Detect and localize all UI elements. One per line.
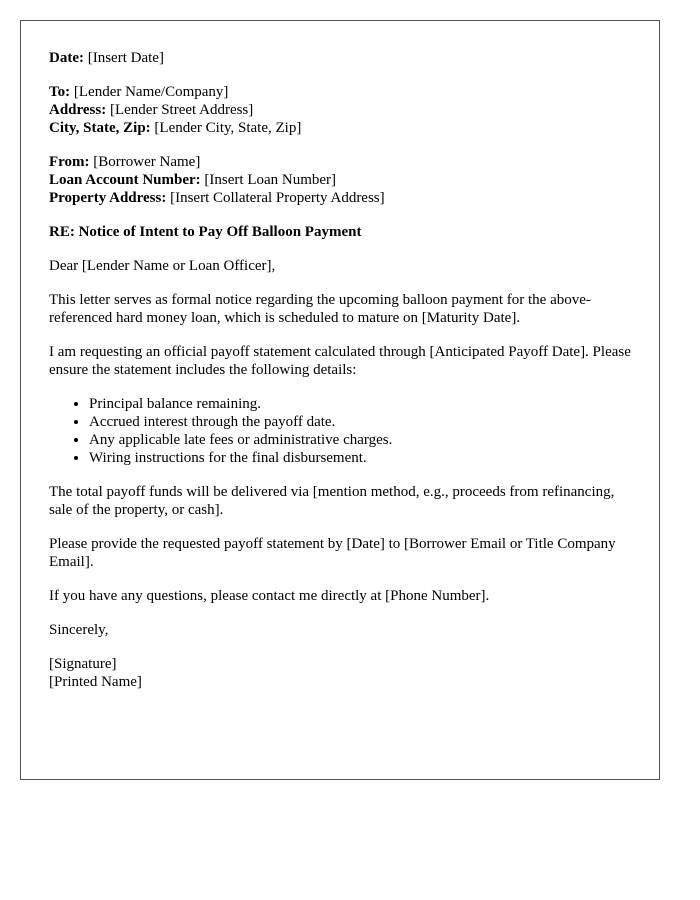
salutation: Dear [Lender Name or Loan Officer], [49,258,276,274]
city-value: [Lender City, State, Zip] [154,120,302,136]
list-item: • Any applicable late fees or administrative charges. [89,431,631,449]
loan-number-line [49,171,631,189]
property-address-line [49,189,631,207]
paragraph-notice: This letter serves as formal notice regarding the upcoming balloon payment for the above-referenced hard money loan, which is scheduled to mature on [Maturity Date]. [49,292,591,326]
to-line [49,83,631,101]
from-line [49,153,631,171]
sender-block [49,153,631,207]
property-address-value: [Insert Collateral Property Address] [170,190,385,206]
address-label: Address: [49,102,107,118]
closing: Sincerely, [49,622,109,638]
signature-block [49,655,631,691]
from-value: [Borrower Name] [93,154,201,170]
recipient-block [49,83,631,137]
property-address-label: Property Address: [49,190,167,206]
city-label: City, State, Zip: [49,120,151,136]
loan-number-label: Loan Account Number: [49,172,201,188]
loan-number-value: [Insert Loan Number] [204,172,337,188]
address-value: [Lender Street Address] [109,102,254,118]
address-line [49,101,631,119]
letter-document [20,20,660,780]
printed-name: [Printed Name] [49,674,142,690]
paragraph-funds: The total payoff funds will be delivered via [mention method, e.g., proceeds from refinancing, sale of the property, or cash]. [49,484,615,518]
list-item: • Accrued interest through the payoff date. [89,413,631,431]
list-item: • Principal balance remaining. [89,395,631,413]
paragraph-request: I am requesting an official payoff statement calculated through [Anticipated Payoff Date]. Please ensure the statement includes the following details: [49,344,631,378]
to-label: To: [49,84,71,100]
paragraph-contact: If you have any questions, please contact me directly at [Phone Number]. [49,588,490,604]
details-list [49,395,631,467]
date-label: Date: [49,50,84,66]
city-line [49,119,631,137]
from-label: From: [49,154,90,170]
to-value: [Lender Name/Company] [73,84,229,100]
list-item: • Wiring instructions for the final disbursement. [89,449,631,467]
date-value: [Insert Date] [87,50,164,66]
date-line [49,49,631,67]
date-block [49,49,631,67]
subject-line: RE: Notice of Intent to Pay Off Balloon Payment [49,224,362,240]
signature: [Signature] [49,656,117,672]
paragraph-deadline: Please provide the requested payoff statement by [Date] to [Borrower Email or Title Company Email]. [49,536,616,570]
